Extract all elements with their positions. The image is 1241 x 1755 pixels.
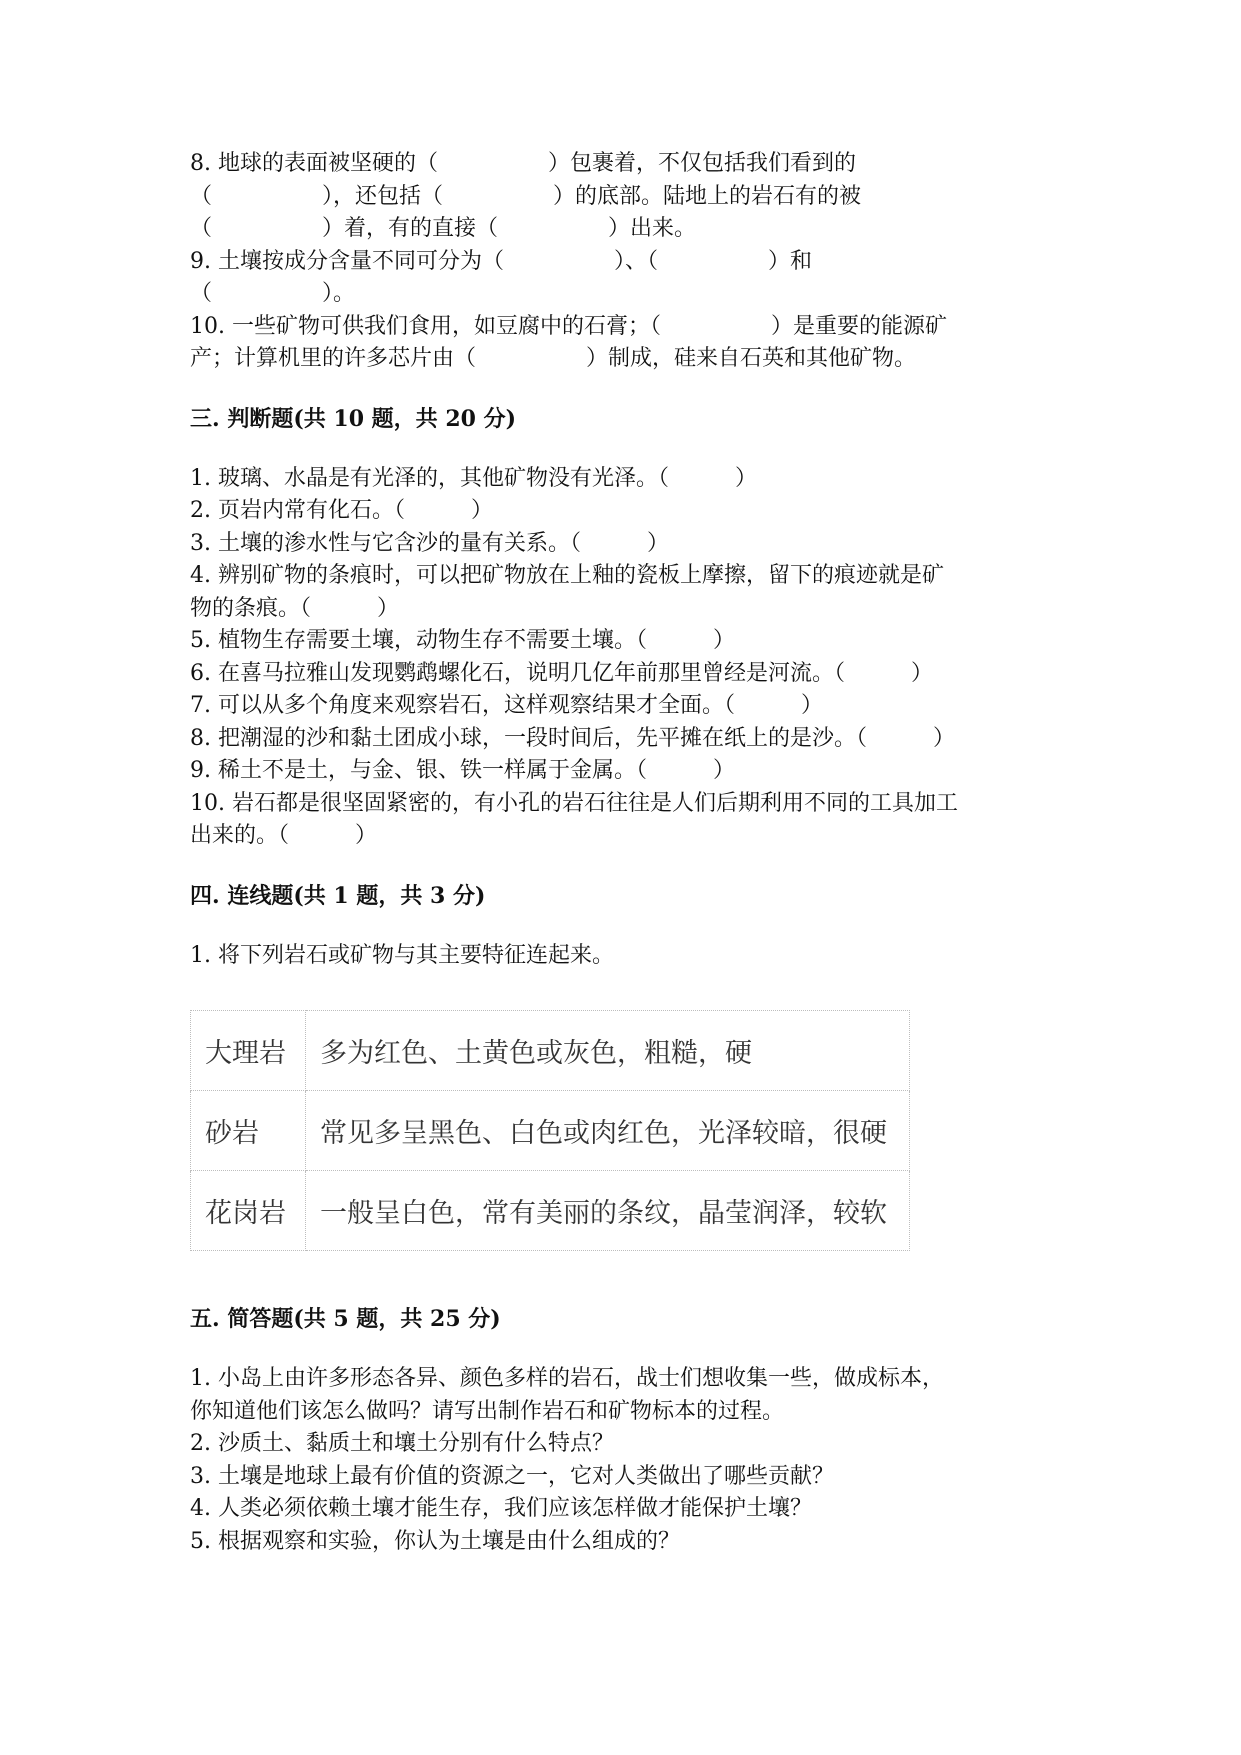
question-8-line-1: 8. 地球的表面被坚硬的（ ）包裹着，不仅包括我们看到的 [190, 151, 856, 176]
table-row [191, 1171, 910, 1251]
table-row [191, 1011, 910, 1091]
matching-question: 1. 将下列岩石或矿物与其主要特征连起来。 [190, 942, 614, 968]
table-row [191, 1091, 910, 1171]
short-answer-line: 你知道他们该怎么做吗？请写出制作岩石和矿物标本的过程。 [190, 1398, 785, 1424]
judge-line: 8. 把潮湿的沙和黏土团成小球，一段时间后，先平摊在纸上的是沙。（ ） [190, 725, 955, 751]
feature-cell: 多为红色、土黄色或灰色，粗糙，硬 [306, 1011, 910, 1091]
short-answer-line: 3. 土壤是地球上最有价值的资源之一，它对人类做出了哪些贡献？ [190, 1463, 834, 1489]
worksheet-page [190, 148, 1070, 1558]
judge-line: 5. 植物生存需要土壤，动物生存不需要土壤。（ ） [190, 628, 735, 653]
judge-questions [190, 463, 1070, 853]
judge-line: 10. 岩石都是很坚固紧密的，有小孔的岩石往往是人们后期利用不同的工具加工 [190, 790, 958, 816]
rock-name-cell: 花岗岩 [191, 1171, 306, 1251]
rock-name-cell: 砂岩 [191, 1091, 306, 1171]
question-8-line-2: （ ），还包括（ ）的底部。陆地上的岩石有的被 [190, 183, 862, 209]
short-answer-line: 4. 人类必须依赖土壤才能生存，我们应该怎样做才能保护土壤？ [190, 1496, 812, 1521]
question-9-line-2: （ ）。 [190, 281, 356, 306]
question-9-line-1: 9. 土壤按成分含量不同可分为（ ）、（ ）和 [190, 248, 812, 274]
judge-line: 4. 辨别矿物的条痕时，可以把矿物放在上釉的瓷板上摩擦，留下的痕迹就是矿 [190, 563, 944, 588]
question-10-line-1: 10. 一些矿物可供我们食用，如豆腐中的石膏；（ ）是重要的能源矿 [190, 313, 947, 339]
question-8-line-3: （ ）着，有的直接（ ）出来。 [190, 216, 697, 241]
short-answer-line: 5. 根据观察和实验，你认为土壤是由什么组成的？ [190, 1528, 680, 1554]
judge-line: 出来的。（ ） [190, 823, 378, 848]
short-answer-line: 1. 小岛上由许多形态各异、颜色多样的岩石，战士们想收集一些，做成标本， [190, 1366, 944, 1391]
judge-line: 1. 玻璃、水晶是有光泽的，其他矿物没有光泽。（ ） [190, 465, 757, 491]
section-heading-short-answer: 五. 简答题(共 5 题，共 25 分) [190, 1306, 501, 1332]
feature-cell: 常见多呈黑色、白色或肉红色，光泽较暗，很硬 [306, 1091, 910, 1171]
judge-line: 6. 在喜马拉雅山发现鹦鹉螺化石，说明几亿年前那里曾经是河流。（ ） [190, 660, 933, 686]
matching-table [190, 1010, 910, 1251]
judge-line: 7. 可以从多个角度来观察岩石，这样观察结果才全面。（ ） [190, 693, 823, 718]
judge-line: 2. 页岩内常有化石。（ ） [190, 498, 493, 523]
short-answer-questions [190, 1363, 1070, 1558]
section-heading-judge: 三. 判断题(共 10 题，共 20 分) [190, 405, 517, 432]
fill-in-questions [190, 148, 1070, 376]
feature-cell: 一般呈白色，常有美丽的条纹，晶莹润泽，较软 [306, 1171, 910, 1251]
short-answer-line: 2. 沙质土、黏质土和壤土分别有什么特点？ [190, 1431, 614, 1456]
judge-line: 9. 稀土不是土，与金、银、铁一样属于金属。（ ） [190, 758, 735, 783]
section-heading-matching: 四. 连线题(共 1 题，共 3 分) [190, 882, 486, 909]
rock-name-cell: 大理岩 [191, 1011, 306, 1091]
judge-line: 物的条痕。（ ） [190, 595, 400, 621]
question-10-line-2: 产；计算机里的许多芯片由（ ）制成，硅来自石英和其他矿物。 [190, 346, 917, 371]
judge-line: 3. 土壤的渗水性与它含沙的量有关系。（ ） [190, 530, 669, 556]
